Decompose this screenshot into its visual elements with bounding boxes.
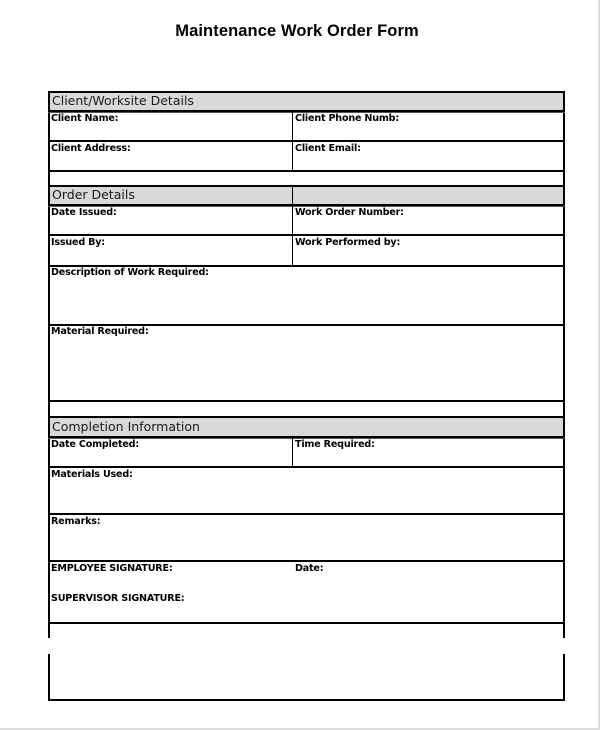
time-required-label: Time Required: <box>295 439 375 450</box>
supervisor-signature-label: SUPERVISOR SIGNATURE: <box>51 593 185 604</box>
divider <box>48 416 565 418</box>
client-name-field[interactable] <box>50 113 292 140</box>
notes-box-border-bottom <box>48 699 565 701</box>
form-title: Maintenance Work Order Form <box>175 22 419 40</box>
client-phone-label: Client Phone Numb: <box>295 113 399 124</box>
work-order-number-label: Work Order Number: <box>295 207 404 218</box>
section-title-completion: Completion Information <box>52 419 200 434</box>
client-name-label: Client Name: <box>51 113 119 124</box>
supervisor-signature-field[interactable] <box>50 592 563 622</box>
column-divider <box>292 112 293 170</box>
client-email-label: Client Email: <box>295 143 361 154</box>
date-issued-field[interactable] <box>50 207 292 234</box>
issued-by-label: Issued By: <box>51 237 105 248</box>
work-order-number-field[interactable] <box>294 207 563 234</box>
section-title-order: Order Details <box>52 187 135 202</box>
description-label: Description of Work Required: <box>51 267 209 278</box>
divider <box>48 170 565 172</box>
column-divider <box>292 186 293 266</box>
column-divider <box>292 438 293 466</box>
date-completed-label: Date Completed: <box>51 439 139 450</box>
work-performed-by-label: Work Performed by: <box>295 237 401 248</box>
material-required-field[interactable] <box>50 326 563 400</box>
remarks-label: Remarks: <box>51 516 101 527</box>
client-email-field[interactable] <box>294 142 563 170</box>
materials-used-label: Materials Used: <box>51 469 133 480</box>
remarks-field[interactable] <box>50 515 563 560</box>
section-title-client: Client/Worksite Details <box>52 93 194 108</box>
issued-by-field[interactable] <box>50 236 292 265</box>
blank-row[interactable] <box>50 624 563 638</box>
signature-date-field[interactable] <box>294 562 563 588</box>
work-performed-by-field[interactable] <box>294 236 563 265</box>
table-border-right <box>563 91 565 638</box>
table-border-top <box>48 91 565 93</box>
materials-used-field[interactable] <box>50 468 563 513</box>
signature-date-label: Date: <box>295 563 324 574</box>
notes-box[interactable] <box>50 654 563 699</box>
date-issued-label: Date Issued: <box>51 207 117 218</box>
client-address-label: Client Address: <box>51 143 131 154</box>
divider <box>48 185 565 187</box>
material-required-label: Material Required: <box>51 326 149 337</box>
employee-signature-label: EMPLOYEE SIGNATURE: <box>51 563 173 574</box>
client-phone-field[interactable] <box>294 113 563 140</box>
time-required-field[interactable] <box>294 439 563 466</box>
notes-box-border-right <box>563 654 565 700</box>
divider <box>48 400 565 402</box>
date-completed-field[interactable] <box>50 439 292 466</box>
description-field[interactable] <box>50 267 563 324</box>
employee-signature-field[interactable] <box>50 562 292 588</box>
client-address-field[interactable] <box>50 142 292 170</box>
